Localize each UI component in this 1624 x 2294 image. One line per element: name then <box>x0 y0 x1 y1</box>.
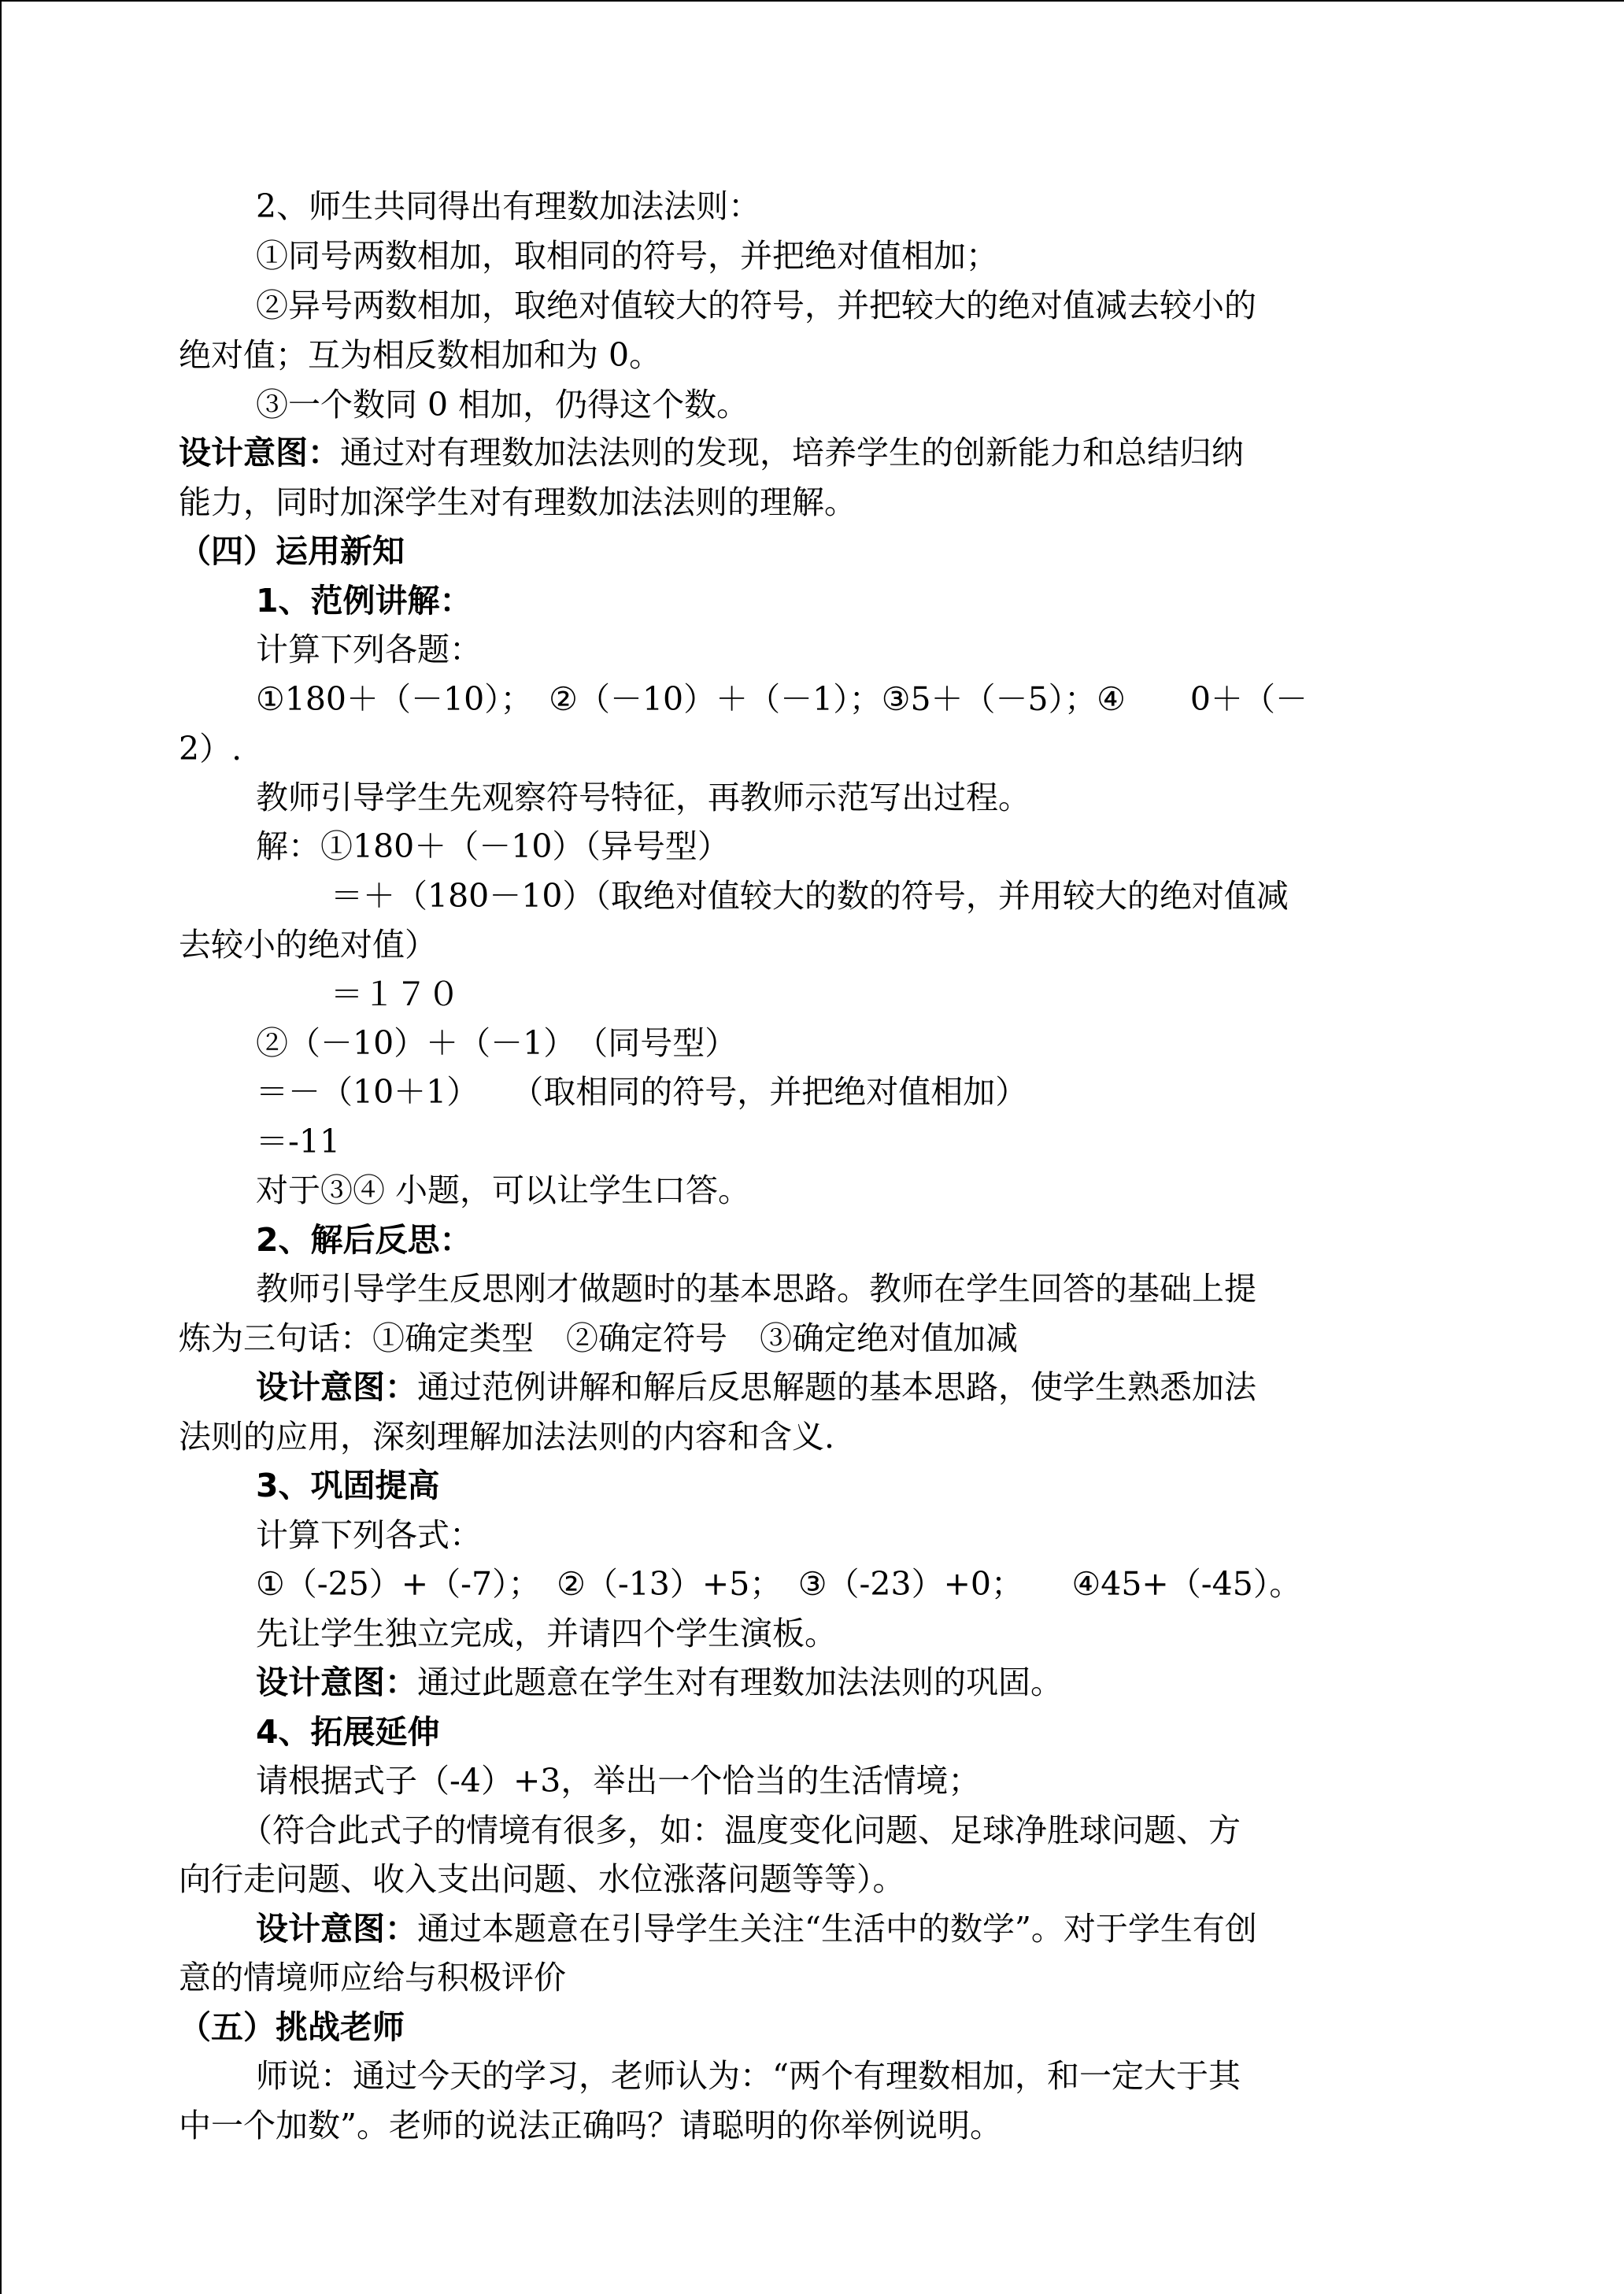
solution-1-result: ＝１７０ <box>331 975 460 1013</box>
example-problems-cont: 2）. <box>179 730 242 768</box>
subheading-examples: 1、范例讲解： <box>256 582 472 620</box>
rule-3: ③一个数同 0 相加，仍得这个数。 <box>256 386 749 424</box>
solution-2-step: ＝－（10＋1） （取相同的符号，并把绝对值相加） <box>256 1073 1028 1111</box>
design-intent-label: 设计意图： <box>256 1663 417 1701</box>
rule-1: ①同号两数相加，取相同的符号，并把绝对值相加； <box>256 237 998 275</box>
solution-2-result: ＝-11 <box>256 1123 341 1160</box>
design-intent-2: 设计意图：通过范例讲解和解后反思解题的基本思路，使学生熟悉加法 <box>256 1368 1256 1406</box>
design-intent-label: 设计意图： <box>179 434 340 472</box>
reflection-text-cont: 炼为三句话：①确定类型 ②确定符号 ③确定绝对值加减 <box>179 1319 1018 1357</box>
rule-2: ②异号两数相加，取绝对值较大的符号，并把较大的绝对值减去较小的 <box>256 287 1256 324</box>
instruction-compute-2: 计算下列各式： <box>256 1516 482 1554</box>
instruction-compute: 计算下列各题： <box>256 631 482 668</box>
reflection-text: 教师引导学生反思刚才做题时的基本思路。教师在学生回答的基础上提 <box>256 1270 1256 1308</box>
extension-examples: （符合此式子的情境有很多，如：温度变化问题、足球净胜球问题、方 <box>240 1811 1241 1849</box>
design-intent-3: 设计意图：通过此题意在学生对有理数加法法则的巩固。 <box>256 1663 1063 1701</box>
design-intent-label: 设计意图： <box>256 1910 417 1948</box>
practice-problems: ①（-25）+（-7）； ②（-13）+5； ③（-23）+0； ④45+（-45）。 <box>256 1565 1302 1603</box>
solution-1-step-cont: 去较小的绝对值） <box>179 926 437 964</box>
subheading-extension: 4、拓展延伸 <box>256 1713 440 1751</box>
subheading-consolidate: 3、巩固提高 <box>256 1467 440 1504</box>
subheading-reflection: 2、解后反思： <box>256 1221 472 1259</box>
design-intent-1-cont: 能力，同时加深学生对有理数加法法则的理解。 <box>179 483 856 521</box>
solution-2: ②（－10）＋（－1） （同号型） <box>256 1024 738 1062</box>
practice-instruction: 先让学生独立完成，并请四个学生演板。 <box>256 1615 837 1652</box>
design-intent-2-cont: 法则的应用，深刻理解加法法则的内容和含义. <box>179 1418 835 1456</box>
extension-task: 请根据式子（-4）+3，举出一个恰当的生活情境； <box>256 1762 981 1800</box>
design-intent-label: 设计意图： <box>256 1368 417 1406</box>
solution-1-step: ＝＋（180－10）（取绝对值较大的数的符号，并用较大的绝对值减 <box>331 877 1289 915</box>
heading-rule-summary: 2、师生共同得出有理数加法法则： <box>256 187 761 225</box>
design-intent-4: 设计意图：通过本题意在引导学生关注“生活中的数学”。对于学生有创 <box>256 1910 1257 1948</box>
teacher-guidance: 教师引导学生先观察符号特征，再教师示范写出过程。 <box>256 779 1030 816</box>
challenge-text-cont: 中一个加数”。老师的说法正确吗？请聪明的你举例说明。 <box>179 2107 1002 2144</box>
oral-answer-note: 对于③④ 小题，可以让学生口答。 <box>256 1171 751 1209</box>
challenge-text: 师说：通过今天的学习，老师认为：“两个有理数相加，和一定大于其 <box>256 2057 1241 2095</box>
design-intent-1: 设计意图：通过对有理数加法法则的发现，培养学生的创新能力和总结归纳 <box>179 434 1244 472</box>
rule-2-cont: 绝对值；互为相反数相加和为 0。 <box>179 336 662 374</box>
extension-examples-cont: 向行走问题、收入支出问题、水位涨落问题等等）。 <box>179 1860 905 1898</box>
solution-1: 解：①180＋（－10）（异号型） <box>256 827 730 865</box>
section-heading-5: （五）挑战老师 <box>179 2008 405 2046</box>
example-problems: ①180＋（－10）； ②（－10）＋（－1）；③5＋（－5）；④ 0＋（－ <box>256 680 1308 718</box>
design-intent-4-cont: 意的情境师应给与积极评价 <box>179 1959 566 1996</box>
section-heading-4: （四）运用新知 <box>179 532 405 570</box>
